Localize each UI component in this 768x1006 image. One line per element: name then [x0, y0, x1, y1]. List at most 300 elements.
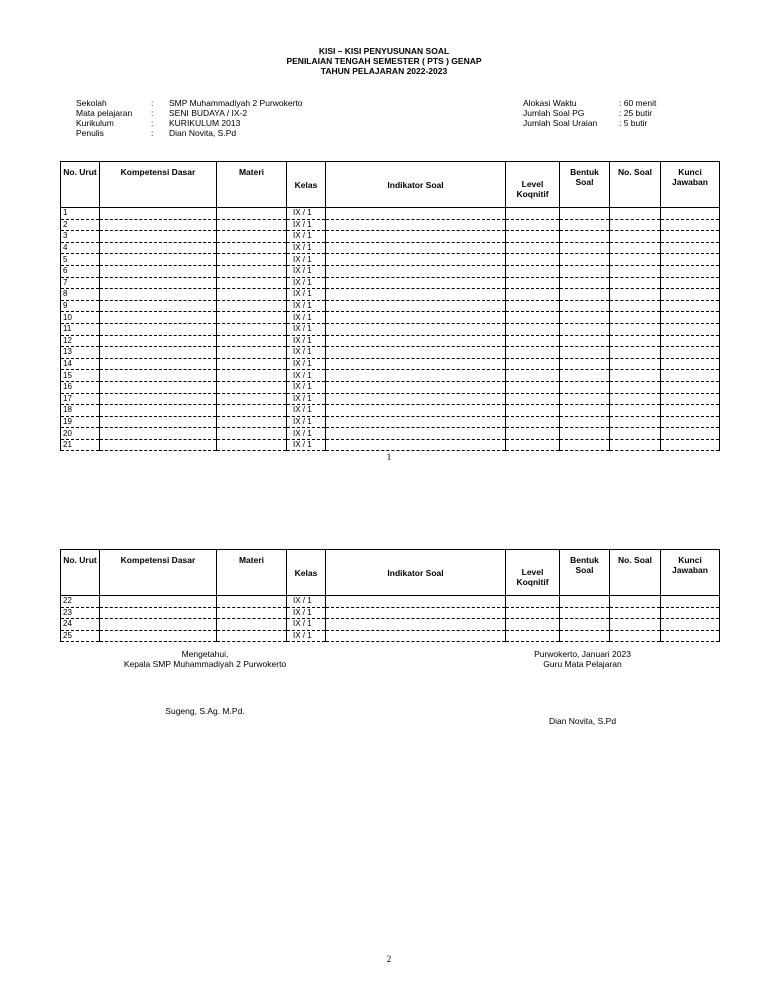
info-value: Dian Novita, S.Pd	[169, 128, 237, 138]
cell-no-soal	[610, 381, 661, 393]
cell-materi	[217, 381, 287, 393]
cell-indikator-soal	[326, 416, 506, 428]
signature-left-line1: Mengetahui,	[181, 649, 229, 659]
cell-bentuk-soal	[560, 277, 610, 289]
table-row	[61, 381, 720, 393]
table-row	[61, 630, 720, 642]
cell-kelas: IX / 1	[287, 439, 326, 451]
cell-materi	[217, 254, 287, 266]
cell-materi	[217, 358, 287, 370]
info-value: : 60 menit	[619, 98, 657, 108]
cell-kompetensi-dasar	[100, 607, 217, 619]
cell-level-kognitif	[506, 358, 560, 370]
cell-kompetensi-dasar	[100, 428, 217, 440]
info-right	[523, 98, 656, 128]
cell-bentuk-soal	[560, 254, 610, 266]
cell-no-urut: 1	[61, 208, 100, 220]
cell-level-kognitif	[506, 416, 560, 428]
info-value: SENI BUDAYA / IX-2	[169, 108, 248, 118]
table-row	[61, 596, 720, 608]
info-sep: :	[151, 108, 154, 118]
cell-bentuk-soal	[560, 619, 610, 631]
signature-right-line2: Guru Mata Pelajaran	[543, 659, 622, 669]
cell-bentuk-soal	[560, 219, 610, 231]
cell-no-soal	[610, 405, 661, 417]
cell-materi	[217, 428, 287, 440]
cell-no-soal	[610, 254, 661, 266]
cell-bentuk-soal	[560, 596, 610, 608]
info-row-alokasi	[523, 98, 656, 108]
cell-kelas: IX / 1	[287, 393, 326, 405]
cell-materi	[217, 607, 287, 619]
cell-level-kognitif	[506, 219, 560, 231]
cell-kelas: IX / 1	[287, 265, 326, 277]
table-row	[61, 277, 720, 289]
cell-kunci-jawaban	[661, 323, 720, 335]
cell-level-kognitif	[506, 265, 560, 277]
cell-bentuk-soal	[560, 381, 610, 393]
cell-indikator-soal	[326, 323, 506, 335]
cell-bentuk-soal	[560, 405, 610, 417]
cell-level-kognitif	[506, 312, 560, 324]
table-row	[61, 439, 720, 451]
info-value: : 25 butir	[619, 108, 653, 118]
cell-indikator-soal	[326, 335, 506, 347]
cell-indikator-soal	[326, 242, 506, 254]
cell-indikator-soal	[326, 428, 506, 440]
cell-kunci-jawaban	[661, 619, 720, 631]
cell-kelas: IX / 1	[287, 323, 326, 335]
cell-kelas: IX / 1	[287, 619, 326, 631]
cell-kompetensi-dasar	[100, 231, 217, 243]
cell-kelas: IX / 1	[287, 277, 326, 289]
cell-no-soal	[610, 219, 661, 231]
cell-materi	[217, 347, 287, 359]
signature-left-line2: Kepala SMP Muhammadiyah 2 Purwokerto	[123, 659, 287, 669]
info-row-jumlah-pg	[523, 108, 656, 118]
cell-no-urut: 17	[61, 393, 100, 405]
cell-materi	[217, 416, 287, 428]
cell-materi	[217, 242, 287, 254]
cell-kelas: IX / 1	[287, 347, 326, 359]
cell-level-kognitif	[506, 300, 560, 312]
cell-no-soal	[610, 630, 661, 642]
info-value: : 5 butir	[619, 118, 648, 128]
cell-kelas: IX / 1	[287, 335, 326, 347]
cell-level-kognitif	[506, 347, 560, 359]
header-kelas: Kelas	[287, 550, 326, 596]
header-indikator-soal: Indikator Soal	[326, 550, 506, 596]
cell-level-kognitif	[506, 630, 560, 642]
cell-indikator-soal	[326, 619, 506, 631]
cell-kunci-jawaban	[661, 312, 720, 324]
header-bentuk-soal: Bentuk Soal	[560, 162, 610, 208]
cell-kunci-jawaban	[661, 208, 720, 220]
cell-materi	[217, 231, 287, 243]
cell-no-urut: 19	[61, 416, 100, 428]
cell-materi	[217, 289, 287, 301]
cell-indikator-soal	[326, 630, 506, 642]
cell-kunci-jawaban	[661, 439, 720, 451]
cell-kunci-jawaban	[661, 381, 720, 393]
cell-no-soal	[610, 289, 661, 301]
signature-left-name: Sugeng, S.Ag. M.Pd.	[165, 706, 245, 716]
cell-no-urut: 2	[61, 219, 100, 231]
table-row	[61, 254, 720, 266]
cell-materi	[217, 312, 287, 324]
cell-level-kognitif	[506, 393, 560, 405]
table-row	[61, 312, 720, 324]
cell-level-kognitif	[506, 619, 560, 631]
header-no-urut: No. Urut	[61, 162, 100, 208]
cell-no-urut: 11	[61, 323, 100, 335]
cell-kunci-jawaban	[661, 289, 720, 301]
page-number-1: 1	[386, 452, 392, 462]
header-no-soal: No. Soal	[610, 550, 661, 596]
cell-kelas: IX / 1	[287, 596, 326, 608]
cell-kunci-jawaban	[661, 370, 720, 382]
table-header-row	[61, 550, 720, 596]
table-row	[61, 323, 720, 335]
cell-no-urut: 10	[61, 312, 100, 324]
cell-no-soal	[610, 312, 661, 324]
cell-kunci-jawaban	[661, 300, 720, 312]
cell-kunci-jawaban	[661, 358, 720, 370]
cell-level-kognitif	[506, 439, 560, 451]
cell-indikator-soal	[326, 596, 506, 608]
cell-no-urut: 3	[61, 231, 100, 243]
cell-level-kognitif	[506, 242, 560, 254]
info-left	[76, 98, 303, 138]
cell-kompetensi-dasar	[100, 393, 217, 405]
cell-materi	[217, 335, 287, 347]
cell-no-urut: 9	[61, 300, 100, 312]
table-row	[61, 219, 720, 231]
table-row	[61, 335, 720, 347]
cell-bentuk-soal	[560, 439, 610, 451]
cell-indikator-soal	[326, 208, 506, 220]
header-no-urut: No. Urut	[61, 550, 100, 596]
cell-kompetensi-dasar	[100, 347, 217, 359]
info-label: Jumlah Soal PG	[523, 108, 585, 118]
cell-kunci-jawaban	[661, 335, 720, 347]
info-value: SMP Muhammadiyah 2 Purwokerto	[169, 98, 303, 108]
cell-kelas: IX / 1	[287, 416, 326, 428]
cell-no-soal	[610, 323, 661, 335]
cell-bentuk-soal	[560, 242, 610, 254]
table-row	[61, 428, 720, 440]
cell-no-urut: 13	[61, 347, 100, 359]
cell-bentuk-soal	[560, 335, 610, 347]
cell-bentuk-soal	[560, 358, 610, 370]
cell-no-urut: 7	[61, 277, 100, 289]
doc-title-line2: PENILAIAN TENGAH SEMESTER ( PTS ) GENAP	[286, 56, 482, 66]
cell-kelas: IX / 1	[287, 219, 326, 231]
info-sep: :	[151, 128, 154, 138]
table-row	[61, 208, 720, 220]
header-kunci-jawaban: Kunci Jawaban	[661, 162, 720, 208]
cell-indikator-soal	[326, 289, 506, 301]
cell-level-kognitif	[506, 428, 560, 440]
cell-no-soal	[610, 607, 661, 619]
cell-kunci-jawaban	[661, 254, 720, 266]
cell-bentuk-soal	[560, 323, 610, 335]
info-sep: :	[151, 98, 154, 108]
header-kelas: Kelas	[287, 162, 326, 208]
cell-kompetensi-dasar	[100, 323, 217, 335]
cell-kelas: IX / 1	[287, 300, 326, 312]
cell-no-soal	[610, 300, 661, 312]
cell-no-soal	[610, 242, 661, 254]
cell-kunci-jawaban	[661, 428, 720, 440]
cell-materi	[217, 208, 287, 220]
cell-materi	[217, 219, 287, 231]
cell-no-soal	[610, 265, 661, 277]
info-label: Mata pelajaran	[76, 108, 133, 118]
cell-kelas: IX / 1	[287, 208, 326, 220]
table-row	[61, 416, 720, 428]
cell-kompetensi-dasar	[100, 277, 217, 289]
cell-kelas: IX / 1	[287, 312, 326, 324]
cell-kelas: IX / 1	[287, 289, 326, 301]
cell-no-urut: 8	[61, 289, 100, 301]
signature-right	[480, 649, 685, 669]
cell-no-soal	[610, 231, 661, 243]
cell-indikator-soal	[326, 277, 506, 289]
cell-level-kognitif	[506, 208, 560, 220]
cell-kelas: IX / 1	[287, 428, 326, 440]
cell-no-urut: 15	[61, 370, 100, 382]
cell-no-soal	[610, 439, 661, 451]
header-kompetensi-dasar: Kompetensi Dasar	[100, 162, 217, 208]
info-row-jumlah-uraian	[523, 118, 656, 128]
cell-kompetensi-dasar	[100, 370, 217, 382]
cell-kunci-jawaban	[661, 405, 720, 417]
cell-kelas: IX / 1	[287, 607, 326, 619]
cell-indikator-soal	[326, 231, 506, 243]
doc-title-line3: TAHUN PELAJARAN 2022-2023	[320, 66, 448, 76]
cell-kompetensi-dasar	[100, 265, 217, 277]
cell-level-kognitif	[506, 254, 560, 266]
cell-kelas: IX / 1	[287, 630, 326, 642]
cell-no-soal	[610, 277, 661, 289]
cell-no-soal	[610, 370, 661, 382]
cell-indikator-soal	[326, 381, 506, 393]
cell-bentuk-soal	[560, 607, 610, 619]
cell-indikator-soal	[326, 300, 506, 312]
cell-materi	[217, 439, 287, 451]
cell-bentuk-soal	[560, 630, 610, 642]
header-materi: Materi	[217, 550, 287, 596]
table-row	[61, 370, 720, 382]
table-row	[61, 242, 720, 254]
cell-no-soal	[610, 428, 661, 440]
cell-kelas: IX / 1	[287, 405, 326, 417]
table-row	[61, 358, 720, 370]
cell-kunci-jawaban	[661, 630, 720, 642]
cell-no-soal	[610, 596, 661, 608]
cell-kompetensi-dasar	[100, 596, 217, 608]
cell-level-kognitif	[506, 277, 560, 289]
cell-indikator-soal	[326, 312, 506, 324]
header-kunci-jawaban: Kunci Jawaban	[661, 550, 720, 596]
cell-bentuk-soal	[560, 289, 610, 301]
cell-kunci-jawaban	[661, 393, 720, 405]
cell-kunci-jawaban	[661, 607, 720, 619]
cell-materi	[217, 277, 287, 289]
cell-no-urut: 25	[61, 630, 100, 642]
cell-kelas: IX / 1	[287, 242, 326, 254]
cell-kompetensi-dasar	[100, 619, 217, 631]
info-sep: :	[151, 118, 154, 128]
cell-no-soal	[610, 347, 661, 359]
cell-bentuk-soal	[560, 312, 610, 324]
cell-bentuk-soal	[560, 231, 610, 243]
cell-kunci-jawaban	[661, 416, 720, 428]
page-number-2: 2	[386, 954, 392, 964]
cell-no-soal	[610, 358, 661, 370]
table-row	[61, 289, 720, 301]
cell-bentuk-soal	[560, 208, 610, 220]
info-row-mapel	[76, 108, 303, 118]
cell-no-urut: 14	[61, 358, 100, 370]
header-materi: Materi	[217, 162, 287, 208]
cell-materi	[217, 323, 287, 335]
table-header-row	[61, 162, 720, 208]
cell-level-kognitif	[506, 231, 560, 243]
cell-no-urut: 18	[61, 405, 100, 417]
cell-indikator-soal	[326, 347, 506, 359]
info-label: Sekolah	[76, 98, 107, 108]
cell-materi	[217, 393, 287, 405]
cell-bentuk-soal	[560, 300, 610, 312]
cell-no-soal	[610, 393, 661, 405]
cell-kelas: IX / 1	[287, 231, 326, 243]
cell-materi	[217, 596, 287, 608]
cell-no-urut: 22	[61, 596, 100, 608]
cell-materi	[217, 370, 287, 382]
cell-indikator-soal	[326, 358, 506, 370]
cell-materi	[217, 405, 287, 417]
table-row	[61, 393, 720, 405]
cell-kunci-jawaban	[661, 242, 720, 254]
cell-level-kognitif	[506, 607, 560, 619]
cell-no-urut: 6	[61, 265, 100, 277]
info-label: Jumlah Soal Uraian	[523, 118, 598, 128]
header-level-kognitif: Level Koqnitif	[506, 550, 560, 596]
header-indikator-soal: Indikator Soal	[326, 162, 506, 208]
info-row-sekolah	[76, 98, 303, 108]
table-row	[61, 405, 720, 417]
doc-title-line1: KISI – KISI PENYUSUNAN SOAL	[318, 46, 450, 56]
info-label: Alokasi Waktu	[523, 98, 577, 108]
cell-no-urut: 12	[61, 335, 100, 347]
table-row	[61, 347, 720, 359]
info-label: Penulis	[76, 128, 104, 138]
header-no-soal: No. Soal	[610, 162, 661, 208]
cell-level-kognitif	[506, 335, 560, 347]
cell-no-urut: 24	[61, 619, 100, 631]
cell-kompetensi-dasar	[100, 381, 217, 393]
cell-level-kognitif	[506, 323, 560, 335]
cell-materi	[217, 265, 287, 277]
kisi-table-page2	[60, 549, 720, 642]
cell-kunci-jawaban	[661, 219, 720, 231]
table-row	[61, 265, 720, 277]
cell-kompetensi-dasar	[100, 335, 217, 347]
cell-indikator-soal	[326, 393, 506, 405]
cell-kunci-jawaban	[661, 277, 720, 289]
header-level-kognitif: Level Koqnitif	[506, 162, 560, 208]
cell-kompetensi-dasar	[100, 219, 217, 231]
cell-kompetensi-dasar	[100, 254, 217, 266]
header-bentuk-soal: Bentuk Soal	[560, 550, 610, 596]
info-row-penulis	[76, 128, 303, 138]
cell-no-urut: 5	[61, 254, 100, 266]
cell-no-urut: 4	[61, 242, 100, 254]
cell-no-soal	[610, 335, 661, 347]
cell-level-kognitif	[506, 596, 560, 608]
cell-kelas: IX / 1	[287, 370, 326, 382]
cell-indikator-soal	[326, 405, 506, 417]
cell-no-soal	[610, 416, 661, 428]
cell-materi	[217, 619, 287, 631]
cell-kompetensi-dasar	[100, 439, 217, 451]
cell-kompetensi-dasar	[100, 300, 217, 312]
cell-no-urut: 21	[61, 439, 100, 451]
cell-no-urut: 20	[61, 428, 100, 440]
cell-materi	[217, 300, 287, 312]
cell-kelas: IX / 1	[287, 254, 326, 266]
table-row	[61, 607, 720, 619]
cell-indikator-soal	[326, 370, 506, 382]
cell-level-kognitif	[506, 370, 560, 382]
header-kompetensi-dasar: Kompetensi Dasar	[100, 550, 217, 596]
cell-indikator-soal	[326, 265, 506, 277]
cell-no-soal	[610, 208, 661, 220]
cell-indikator-soal	[326, 254, 506, 266]
cell-kompetensi-dasar	[100, 208, 217, 220]
cell-kunci-jawaban	[661, 231, 720, 243]
cell-kompetensi-dasar	[100, 416, 217, 428]
info-value: KURIKULUM 2013	[169, 118, 241, 128]
cell-indikator-soal	[326, 219, 506, 231]
cell-bentuk-soal	[560, 416, 610, 428]
cell-kompetensi-dasar	[100, 405, 217, 417]
cell-level-kognitif	[506, 289, 560, 301]
signature-left	[100, 649, 310, 669]
cell-kompetensi-dasar	[100, 630, 217, 642]
cell-kompetensi-dasar	[100, 358, 217, 370]
cell-kunci-jawaban	[661, 596, 720, 608]
cell-kompetensi-dasar	[100, 312, 217, 324]
cell-bentuk-soal	[560, 370, 610, 382]
cell-kompetensi-dasar	[100, 242, 217, 254]
cell-no-urut: 23	[61, 607, 100, 619]
cell-level-kognitif	[506, 381, 560, 393]
cell-indikator-soal	[326, 439, 506, 451]
cell-no-urut: 16	[61, 381, 100, 393]
cell-kompetensi-dasar	[100, 289, 217, 301]
cell-bentuk-soal	[560, 428, 610, 440]
info-row-kurikulum	[76, 118, 303, 128]
cell-kelas: IX / 1	[287, 358, 326, 370]
cell-bentuk-soal	[560, 347, 610, 359]
cell-materi	[217, 630, 287, 642]
info-label: Kurikulum	[76, 118, 114, 128]
cell-bentuk-soal	[560, 393, 610, 405]
table-row	[61, 619, 720, 631]
